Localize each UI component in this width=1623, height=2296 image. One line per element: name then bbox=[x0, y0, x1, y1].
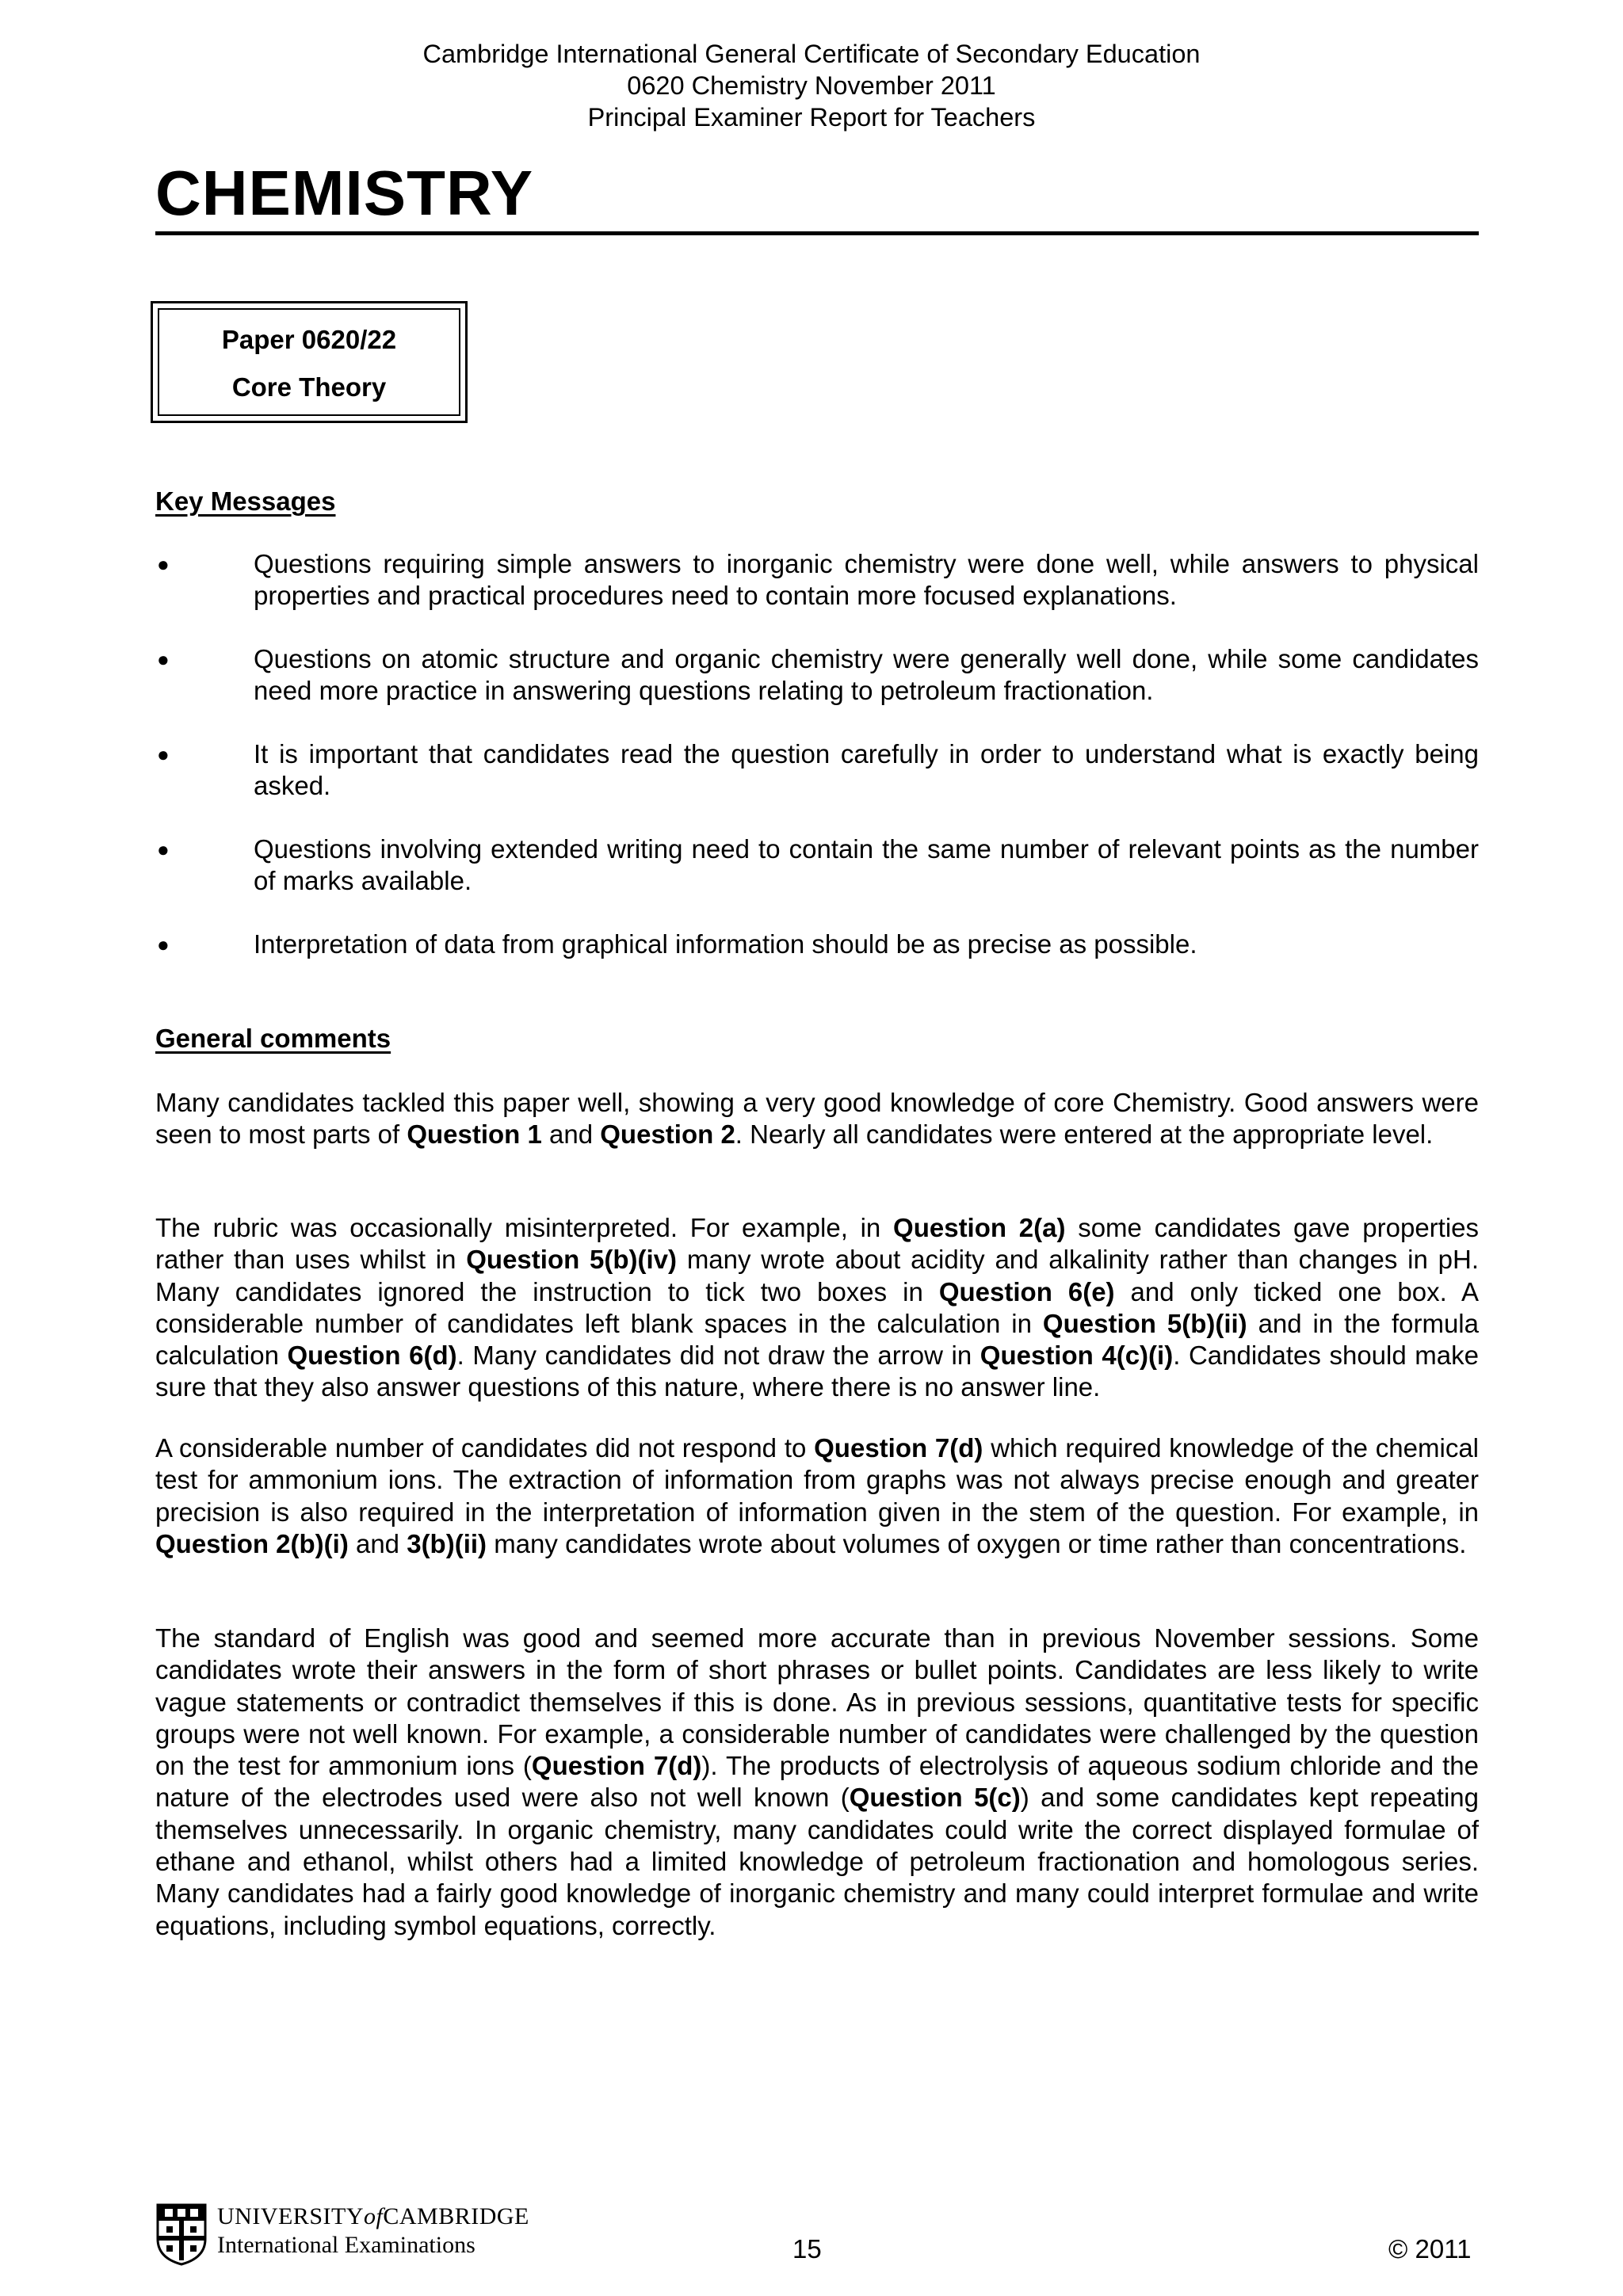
header-line-3: Principal Examiner Report for Teachers bbox=[587, 103, 1036, 132]
bullet-icon: ● bbox=[157, 552, 170, 576]
university-crest-icon bbox=[155, 2203, 208, 2266]
key-messages-heading: Key Messages bbox=[155, 486, 336, 516]
bullet-icon: ● bbox=[157, 837, 170, 861]
paper-name: Core Theory bbox=[231, 372, 387, 402]
bullet-icon: ● bbox=[157, 933, 170, 956]
header-line-1: Cambridge International General Certificate of Secondary Education bbox=[422, 40, 1201, 68]
general-comments-paragraph-1: Many candidates tackled this paper well, showing a very good knowledge of core Chemistry. Good answers were seen to most parts of Question 1 and Question 2. Nearly all candidates were entered at the appropriate level. bbox=[155, 1088, 1479, 1150]
copyright: © 2011 bbox=[1388, 2234, 1472, 2264]
cambridge-logo bbox=[155, 2203, 529, 2274]
bullet-icon: ● bbox=[157, 742, 170, 766]
logo-subtitle: International Examinations bbox=[217, 2232, 475, 2258]
logo-university-text: UNIVERSITYofCAMBRIDGE bbox=[217, 2203, 529, 2229]
key-message-text: Questions requiring simple answers to inorganic chemistry were done well, while answers to physical properties and practical procedures need to contain more focused explanations. bbox=[254, 549, 1479, 610]
page-title: CHEMISTRY bbox=[155, 158, 534, 228]
key-message-text: Questions involving extended writing need to contain the same number of relevant points as the number of marks available. bbox=[254, 834, 1479, 895]
paper-code: Paper 0620/22 bbox=[221, 325, 397, 354]
general-comments-paragraph-2: The rubric was occasionally misinterpreted. For example, in Question 2(a) some candidates gave properties rather than uses whilst in Question 5(b)(iv) many wrote about acidity and alkalinity rather than changes in pH. Many candidates ignored the instruction to tick two boxes in Question 6(e) and only ticked one box. A considerable number of candidates left blank spaces in the calculation in Question 5(b)(ii) and in the formula calculation Question 6(d). Many candidates did not draw the arrow in Question 4(c)(i). Candidates should make sure that they also answer questions of this nature, where there is no answer line. bbox=[155, 1213, 1480, 1402]
key-message-text: Questions on atomic structure and organic chemistry were generally well done, while some candidates need more practice in answering questions relating to petroleum fractionation. bbox=[254, 644, 1479, 705]
bullet-icon: ● bbox=[157, 647, 170, 671]
key-message-text: It is important that candidates read the question carefully in order to understand what is exactly being asked. bbox=[254, 739, 1479, 800]
general-comments-paragraph-4: The standard of English was good and seemed more accurate than in previous November sessions. Some candidates wrote their answers in the form of short phrases or bullet points. Candidates are less likely to write vague statements or contradict themselves if this is done. As in previous sessions, quantitative tests for specific groups were not well known. For example, a considerable number of candidates were challenged by the question on the test for ammonium ions (Question 7(d)). The products of electrolysis of aqueous sodium chloride and the nature of the electrodes used were also not well known (Question 5(c)) and some candidates kept repeating themselves unnecessarily. In organic chemistry, many candidates could write the correct displayed formulae of ethane and ethanol, whilst others had a limited knowledge of petroleum fractionation and homologous series. Many candidates had a fairly good knowledge of inorganic chemistry and many could interpret formulae and write equations, including symbol equations, correctly. bbox=[155, 1623, 1480, 1940]
key-message-text: Interpretation of data from graphical information should be as precise as possible. bbox=[254, 929, 1197, 959]
title-rule bbox=[155, 231, 1479, 235]
page-number: 15 bbox=[792, 2234, 822, 2264]
general-comments-paragraph-3: A considerable number of candidates did not respond to Question 7(d) which required knowledge of the chemical test for ammonium ions. The extraction of information from graphs was not always precise enough and greater precision is also required in the interpretation of information given in the stem of the question. For example, in Question 2(b)(i) and 3(b)(ii) many candidates wrote about volumes of oxygen or time rather than concentrations. bbox=[155, 1433, 1480, 1558]
report-header bbox=[0, 38, 1623, 133]
header-line-2: 0620 Chemistry November 2011 bbox=[627, 71, 996, 100]
general-comments-heading: General comments bbox=[155, 1024, 391, 1053]
paper-box bbox=[151, 301, 468, 423]
